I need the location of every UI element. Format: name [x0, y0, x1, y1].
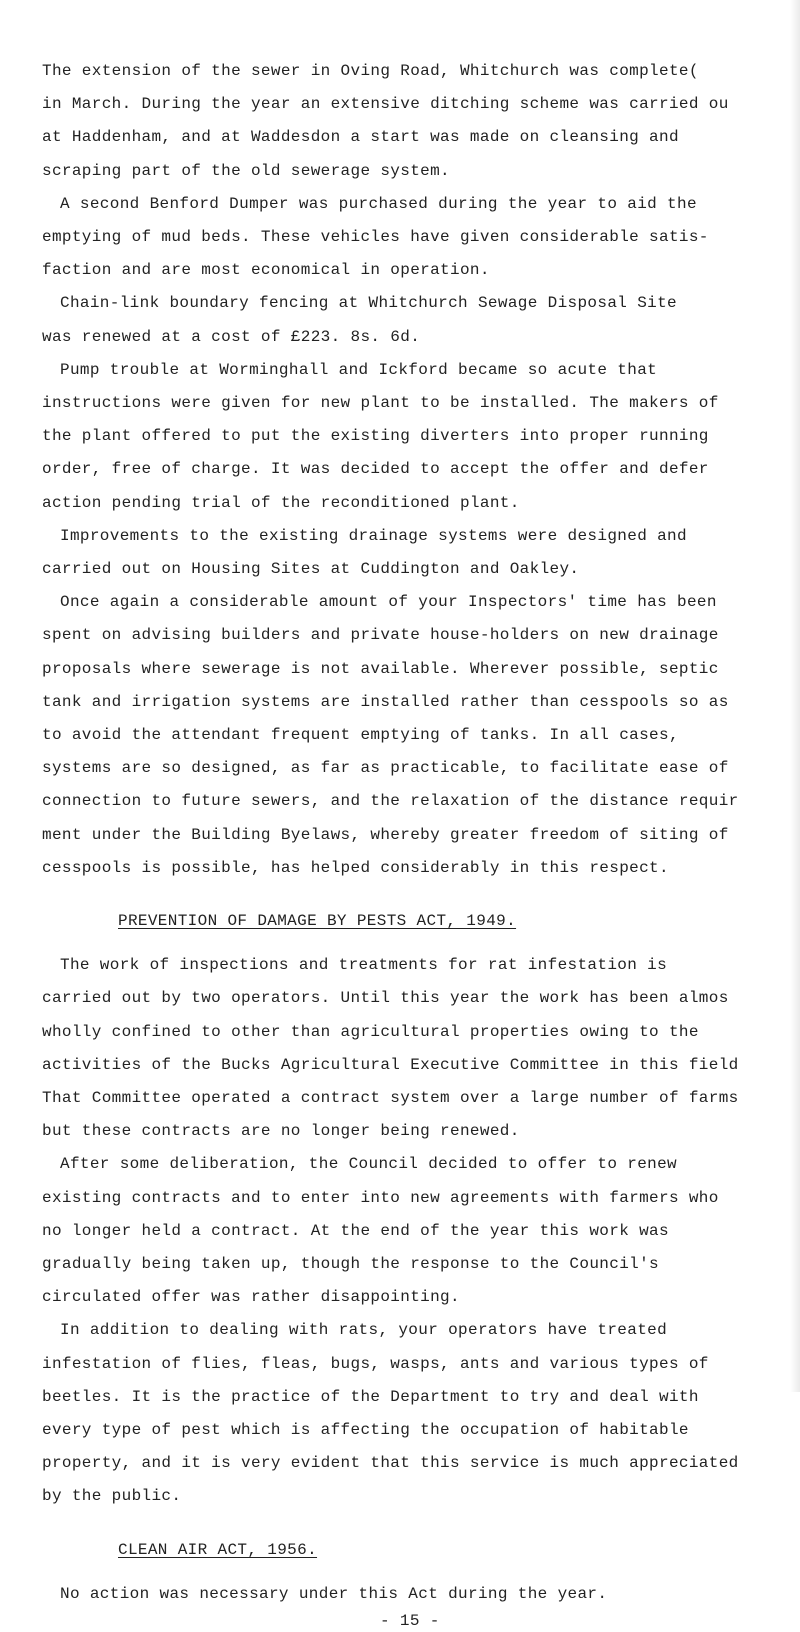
text-line: instructions were given for new plant to be installed. The makers of	[42, 394, 719, 412]
text-line: carried out on Housing Sites at Cuddington and Oakley.	[42, 560, 580, 578]
text-line: existing contracts and to enter into new agreements with farmers who	[42, 1189, 719, 1207]
text-line: was renewed at a cost of £223. 8s. 6d.	[42, 328, 421, 346]
page-edge-shadow	[790, 0, 800, 1392]
text-line: activities of the Bucks Agricultural Executive Committee in this field	[42, 1056, 739, 1074]
text-line: carried out by two operators. Until this year the work has been almos	[42, 989, 729, 1007]
text-line: Chain-link boundary fencing at Whitchurch Sewage Disposal Site	[60, 294, 677, 312]
section-heading-pests-act: PREVENTION OF DAMAGE BY PESTS ACT, 1949.	[118, 912, 517, 930]
text-line: circulated offer was rather disappointing.	[42, 1288, 460, 1306]
text-line: wholly confined to other than agricultural properties owing to the	[42, 1023, 699, 1041]
text-line: in March. During the year an extensive ditching scheme was carried ou	[42, 95, 729, 113]
text-line: ment under the Building Byelaws, whereby greater freedom of siting of	[42, 826, 729, 844]
text-line: to avoid the attendant frequent emptying of tanks. In all cases,	[42, 726, 679, 744]
text-line: every type of pest which is affecting the occupation of habitable	[42, 1421, 689, 1439]
text-line: no longer held a contract. At the end of the year this work was	[42, 1222, 669, 1240]
text-line: connection to future sewers, and the relaxation of the distance requir	[42, 792, 739, 810]
text-line: Pump trouble at Worminghall and Ickford became so acute that	[60, 361, 658, 379]
text-line: the plant offered to put the existing diverters into proper running	[42, 427, 709, 445]
text-line: but these contracts are no longer being renewed.	[42, 1122, 520, 1140]
text-line: spent on advising builders and private house-holders on new drainage	[42, 626, 719, 644]
text-line: infestation of flies, fleas, bugs, wasps, ants and various types of	[42, 1355, 709, 1373]
text-line: faction and are most economical in operation.	[42, 261, 490, 279]
text-line: The extension of the sewer in Oving Road, Whitchurch was complete(	[42, 62, 699, 80]
text-line: The work of inspections and treatments for rat infestation is	[60, 956, 668, 974]
page-number: - 15 -	[380, 1612, 440, 1630]
text-line: action pending trial of the reconditioned plant.	[42, 494, 520, 512]
text-line: After some deliberation, the Council decided to offer to renew	[60, 1155, 677, 1173]
text-line: That Committee operated a contract system over a large number of farms	[42, 1089, 739, 1107]
text-line: order, free of charge. It was decided to accept the offer and defer	[42, 460, 709, 478]
text-line: In addition to dealing with rats, your operators have treated	[60, 1321, 668, 1339]
text-line: emptying of mud beds. These vehicles have given considerable satis-	[42, 228, 709, 246]
text-line: property, and it is very evident that this service is much appreciated	[42, 1454, 739, 1472]
text-line: Improvements to the existing drainage systems were designed and	[60, 527, 687, 545]
section-heading-clean-air-act: CLEAN AIR ACT, 1956.	[118, 1541, 318, 1559]
text-line: scraping part of the old sewerage system.	[42, 162, 451, 180]
text-line: A second Benford Dumper was purchased during the year to aid the	[60, 195, 697, 213]
text-line: proposals where sewerage is not available. Wherever possible, septic	[42, 660, 719, 678]
paragraph-clean-air: No action was necessary under this Act during the year.	[60, 1585, 608, 1603]
text-line: beetles. It is the practice of the Department to try and deal with	[42, 1388, 699, 1406]
text-line: gradually being taken up, though the response to the Council's	[42, 1255, 659, 1273]
text-line: Once again a considerable amount of your Inspectors' time has been	[60, 593, 717, 611]
text-line: at Haddenham, and at Waddesdon a start was made on cleansing and	[42, 128, 679, 146]
text-line: systems are so designed, as far as practicable, to facilitate ease of	[42, 759, 729, 777]
text-line: by the public.	[42, 1487, 182, 1505]
text-line: cesspools is possible, has helped considerably in this respect.	[42, 859, 669, 877]
text-line: tank and irrigation systems are installed rather than cesspools so as	[42, 693, 729, 711]
